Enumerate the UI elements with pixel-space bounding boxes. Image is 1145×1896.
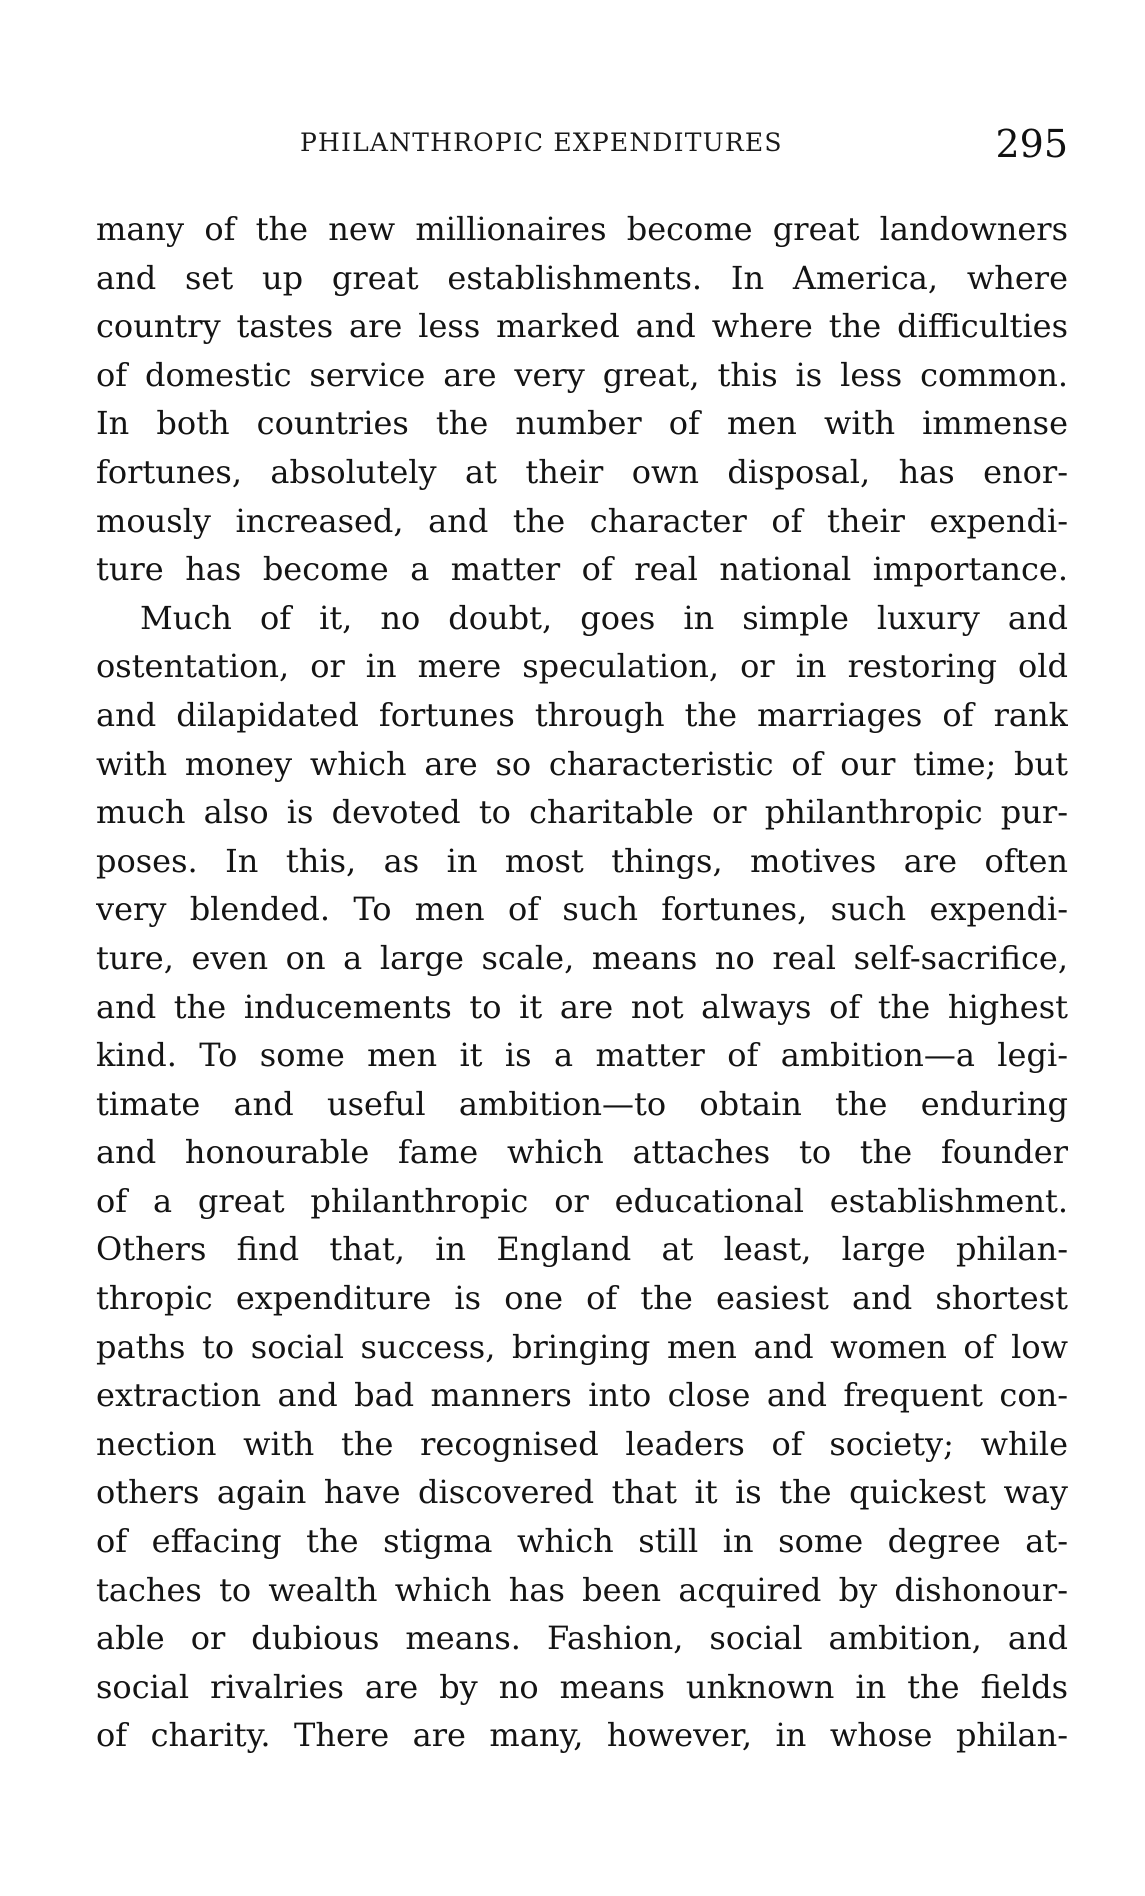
text-line: ture has become a matter of real national importance. bbox=[96, 550, 1068, 589]
running-head: PHILANTHROPIC EXPENDITURES bbox=[300, 128, 783, 157]
text-line: poses. In this, as in most things, motives are often bbox=[96, 841, 1068, 880]
text-line: timate and useful ambition—to obtain the enduring bbox=[96, 1084, 1068, 1123]
text-line: others again have discovered that it is the quickest way bbox=[96, 1473, 1068, 1512]
text-line: In both countries the number of men with immense bbox=[96, 404, 1068, 443]
text-line: ostentation, or in mere speculation, or in restoring old bbox=[96, 647, 1068, 686]
text-line: thropic expenditure is one of the easiest and shortest bbox=[96, 1279, 1068, 1318]
text-line: of effacing the stigma which still in some degree at- bbox=[96, 1522, 1068, 1561]
text-line: kind. To some men it is a matter of ambition—a legi- bbox=[96, 1036, 1068, 1075]
text-line: and set up great establishments. In America, where bbox=[96, 258, 1068, 297]
text-line: of a great philanthropic or educational establishment. bbox=[96, 1181, 1068, 1220]
text-line: country tastes are less marked and where the difficulties bbox=[96, 307, 1068, 346]
text-line: extraction and bad manners into close and frequent con- bbox=[96, 1376, 1068, 1415]
body-text bbox=[96, 205, 1068, 1760]
text-line: and dilapidated fortunes through the marriages of rank bbox=[96, 695, 1068, 734]
text-line: of domestic service are very great, this is less common. bbox=[96, 355, 1068, 394]
text-line: taches to wealth which has been acquired by dishonour- bbox=[96, 1570, 1068, 1609]
text-line: much also is devoted to charitable or philanthropic pur- bbox=[96, 793, 1068, 832]
text-line: nection with the recognised leaders of society; while bbox=[96, 1424, 1068, 1463]
text-line: social rivalries are by no means unknown in the fields bbox=[96, 1667, 1068, 1706]
text-line: able or dubious means. Fashion, social ambition, and bbox=[96, 1619, 1068, 1658]
page-header bbox=[96, 122, 1068, 172]
text-line: of charity. There are many, however, in whose philan- bbox=[96, 1716, 1068, 1755]
text-line: ture, even on a large scale, means no real self-sacrifice, bbox=[96, 938, 1068, 977]
text-line: Much of it, no doubt, goes in simple luxury and bbox=[140, 598, 1068, 637]
text-line: many of the new millionaires become great landowners bbox=[96, 210, 1068, 248]
text-line: paths to social success, bringing men and women of low bbox=[96, 1327, 1068, 1366]
text-line: Others find that, in England at least, large philan- bbox=[96, 1230, 1068, 1269]
text-line: very blended. To men of such fortunes, such expendi- bbox=[96, 890, 1068, 929]
text-line: fortunes, absolutely at their own disposal, has enor- bbox=[96, 452, 1068, 491]
text-line: mously increased, and the character of their expendi- bbox=[96, 501, 1068, 540]
text-line: with money which are so characteristic of our time; but bbox=[96, 744, 1068, 783]
text-line: and the inducements to it are not always of the highest bbox=[96, 987, 1068, 1026]
page-number: 295 bbox=[995, 122, 1068, 166]
text-line: and honourable fame which attaches to the founder bbox=[96, 1133, 1068, 1172]
